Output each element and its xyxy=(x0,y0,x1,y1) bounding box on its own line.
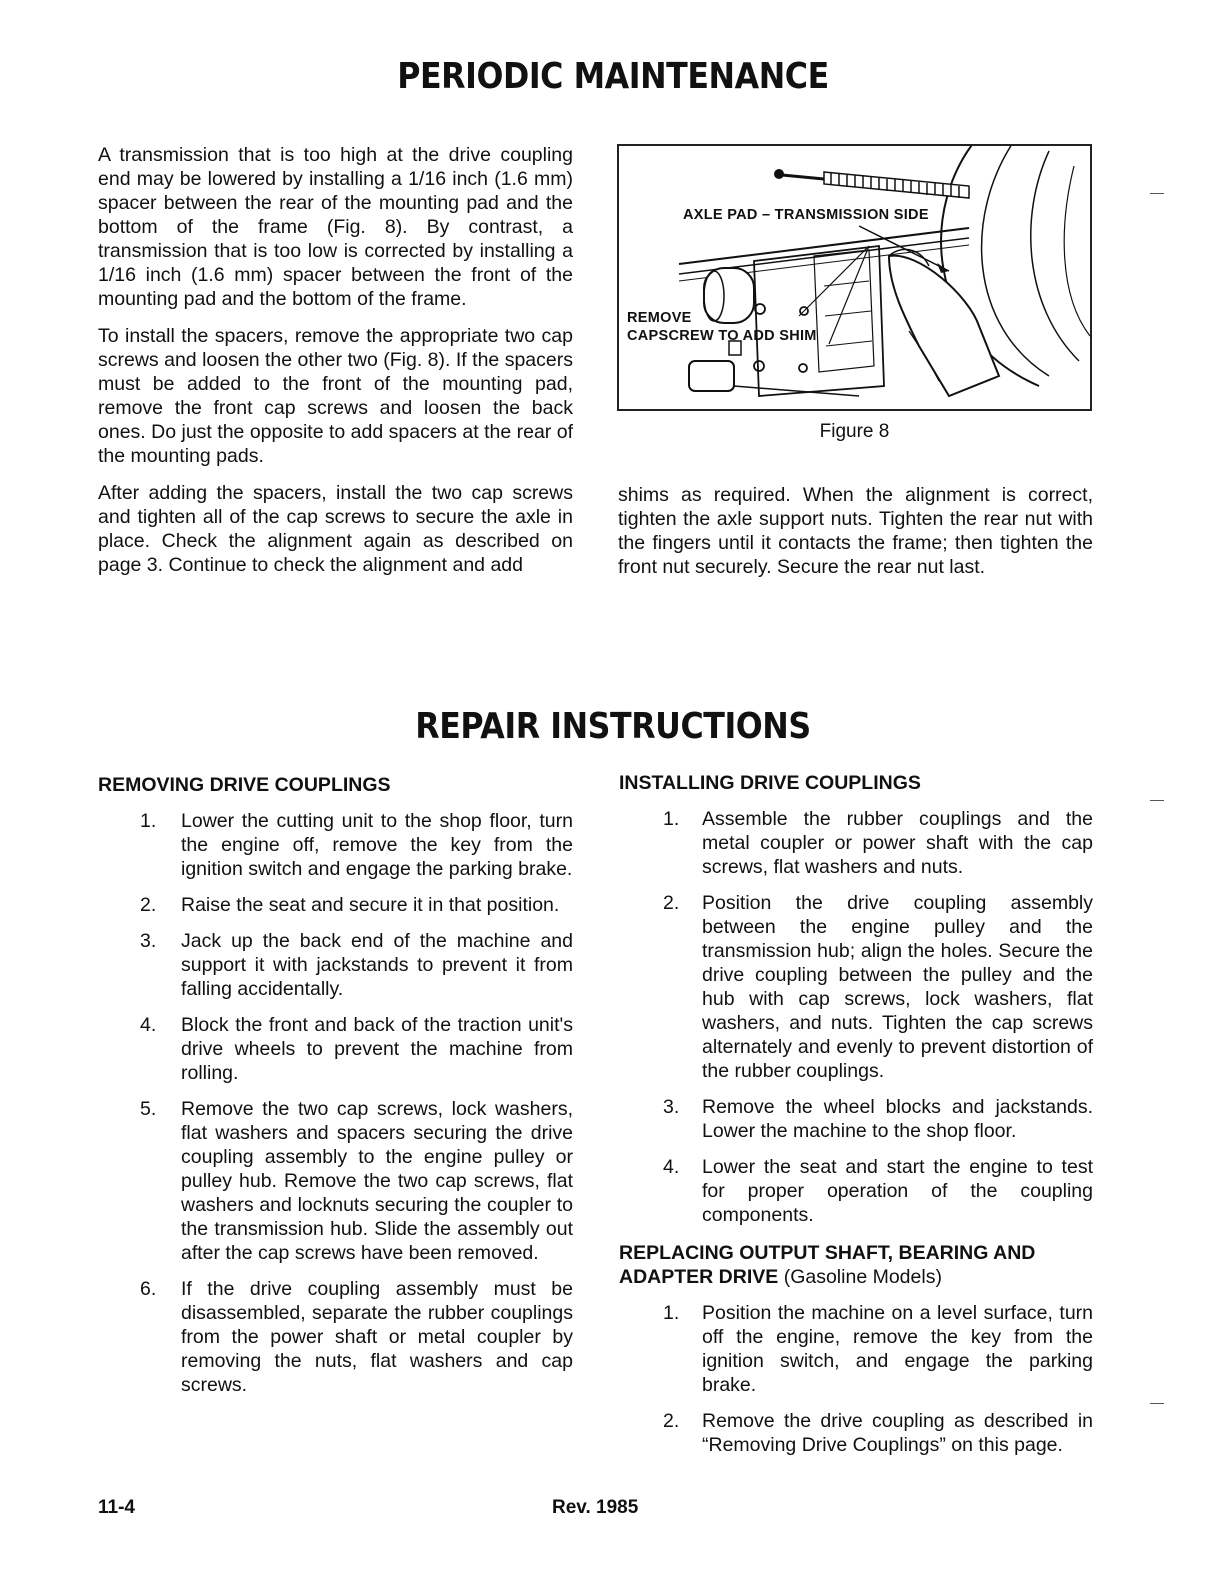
removing-drive-couplings-section xyxy=(98,773,573,1409)
figure-caption: Figure 8 xyxy=(819,421,890,442)
list-item: 1. Lower the cutting unit to the shop floor, turn the engine off, remove the key from the ignition switch and engage the parking brake. xyxy=(140,810,573,880)
step-list xyxy=(619,807,1093,1227)
periodic-maintenance-right-column xyxy=(618,483,1093,592)
periodic-maintenance-left-column xyxy=(98,143,573,590)
paragraph: To install the spacers, remove the appropriate two cap screws and loosen the other two (Fig. 8). If the spacers must be added to the front of the mounting pad, remove the front cap screws and loosen the back ones. Do just the opposite to add spacers at the rear of the mounting pads. xyxy=(98,325,573,467)
section-title-repair-instructions: REPAIR INSTRUCTIONS xyxy=(415,706,811,747)
section-title-periodic-maintenance: PERIODIC MAINTENANCE xyxy=(397,56,829,97)
list-item: 2. Position the drive coupling assembly between the engine pulley and the transmission hub; align the holes. Secure the drive coupling between the pulley and the hub with cap screws, lock washers, flat washers, and nuts. Tighten the cap screws alternately and evenly to prevent distortion of the rubber couplings. xyxy=(663,892,1093,1082)
list-item: 3. Jack up the back end of the machine and support it with jackstands to prevent it from falling accidentally. xyxy=(140,930,573,1000)
list-item: 1. Assemble the rubber couplings and the metal coupler or power shaft with the cap screws, flat washers and nuts. xyxy=(663,808,1093,878)
list-item: 3. Remove the wheel blocks and jackstands. Lower the machine to the shop floor. xyxy=(663,1096,1093,1142)
figure-label-axle-pad: AXLE PAD – TRANSMISSION SIDE xyxy=(683,207,929,223)
installing-and-replacing-section xyxy=(619,771,1093,1469)
step-list xyxy=(619,1301,1093,1457)
figure-label-remove: REMOVE xyxy=(627,310,692,326)
list-item: 2. Remove the drive coupling as described in “Removing Drive Couplings” on this page. xyxy=(663,1410,1093,1456)
margin-mark xyxy=(1150,193,1164,194)
step-list xyxy=(98,809,573,1397)
figure-label-capscrew: CAPSCREW TO ADD SHIM xyxy=(627,328,817,344)
subsection-heading: REMOVING DRIVE COUPLINGS xyxy=(98,774,391,796)
list-item: 6. If the drive coupling assembly must be disassembled, separate the rubber couplings from the power shaft or metal coupler by removing the nuts, flat washers and cap screws. xyxy=(140,1278,573,1396)
margin-mark xyxy=(1150,1403,1164,1404)
list-item: 1. Position the machine on a level surface, turn off the engine, remove the key from the ignition switch, and engage the parking brake. xyxy=(663,1302,1093,1396)
list-item: 4. Lower the seat and start the engine to test for proper operation of the coupling components. xyxy=(663,1156,1093,1226)
revision-label: Rev. 1985 xyxy=(552,1497,639,1518)
subsection-heading: INSTALLING DRIVE COUPLINGS xyxy=(619,772,921,794)
list-item: 4. Block the front and back of the traction unit's drive wheels to prevent the machine from rolling. xyxy=(140,1014,573,1084)
list-item: 5. Remove the two cap screws, lock washers, flat washers and spacers securing the drive coupling assembly to the engine pulley or pulley hub. Remove the two cap screws, flat washers and locknuts securing the coupler to the transmission hub. Slide the assembly out after the cap screws have been removed. xyxy=(140,1098,573,1264)
paragraph: A transmission that is too high at the drive coupling end may be lowered by installing a 1/16 inch (1.6 mm) spacer between the rear of the mounting pad and the bottom of the frame (Fig. 8). By contrast, a transmission that is too low is corrected by installing a 1/16 inch (1.6 mm) spacer between the front of the mounting pad and the bottom of the frame. xyxy=(98,144,573,310)
subsection-heading-replacing: REPLACING OUTPUT SHAFT, BEARING AND ADAPTER DRIVE (Gasoline Models) xyxy=(619,1242,1036,1288)
list-item: 2. Raise the seat and secure it in that position. xyxy=(140,894,560,916)
figure-8-illustration xyxy=(617,144,1092,411)
axle-pad-drawing xyxy=(619,146,1090,409)
paragraph: shims as required. When the alignment is correct, tighten the axle support nuts. Tighten the rear nut with the fingers until it contacts the frame; then tighten the front nut securely. Secure the rear nut last. xyxy=(618,484,1093,578)
margin-mark xyxy=(1150,800,1164,801)
paragraph: After adding the spacers, install the two cap screws and tighten all of the cap screws to secure the axle in place. Check the alignment again as described on page 3. Continue to check the alignment and add xyxy=(98,482,573,576)
page-number: 11-4 xyxy=(98,1497,135,1518)
